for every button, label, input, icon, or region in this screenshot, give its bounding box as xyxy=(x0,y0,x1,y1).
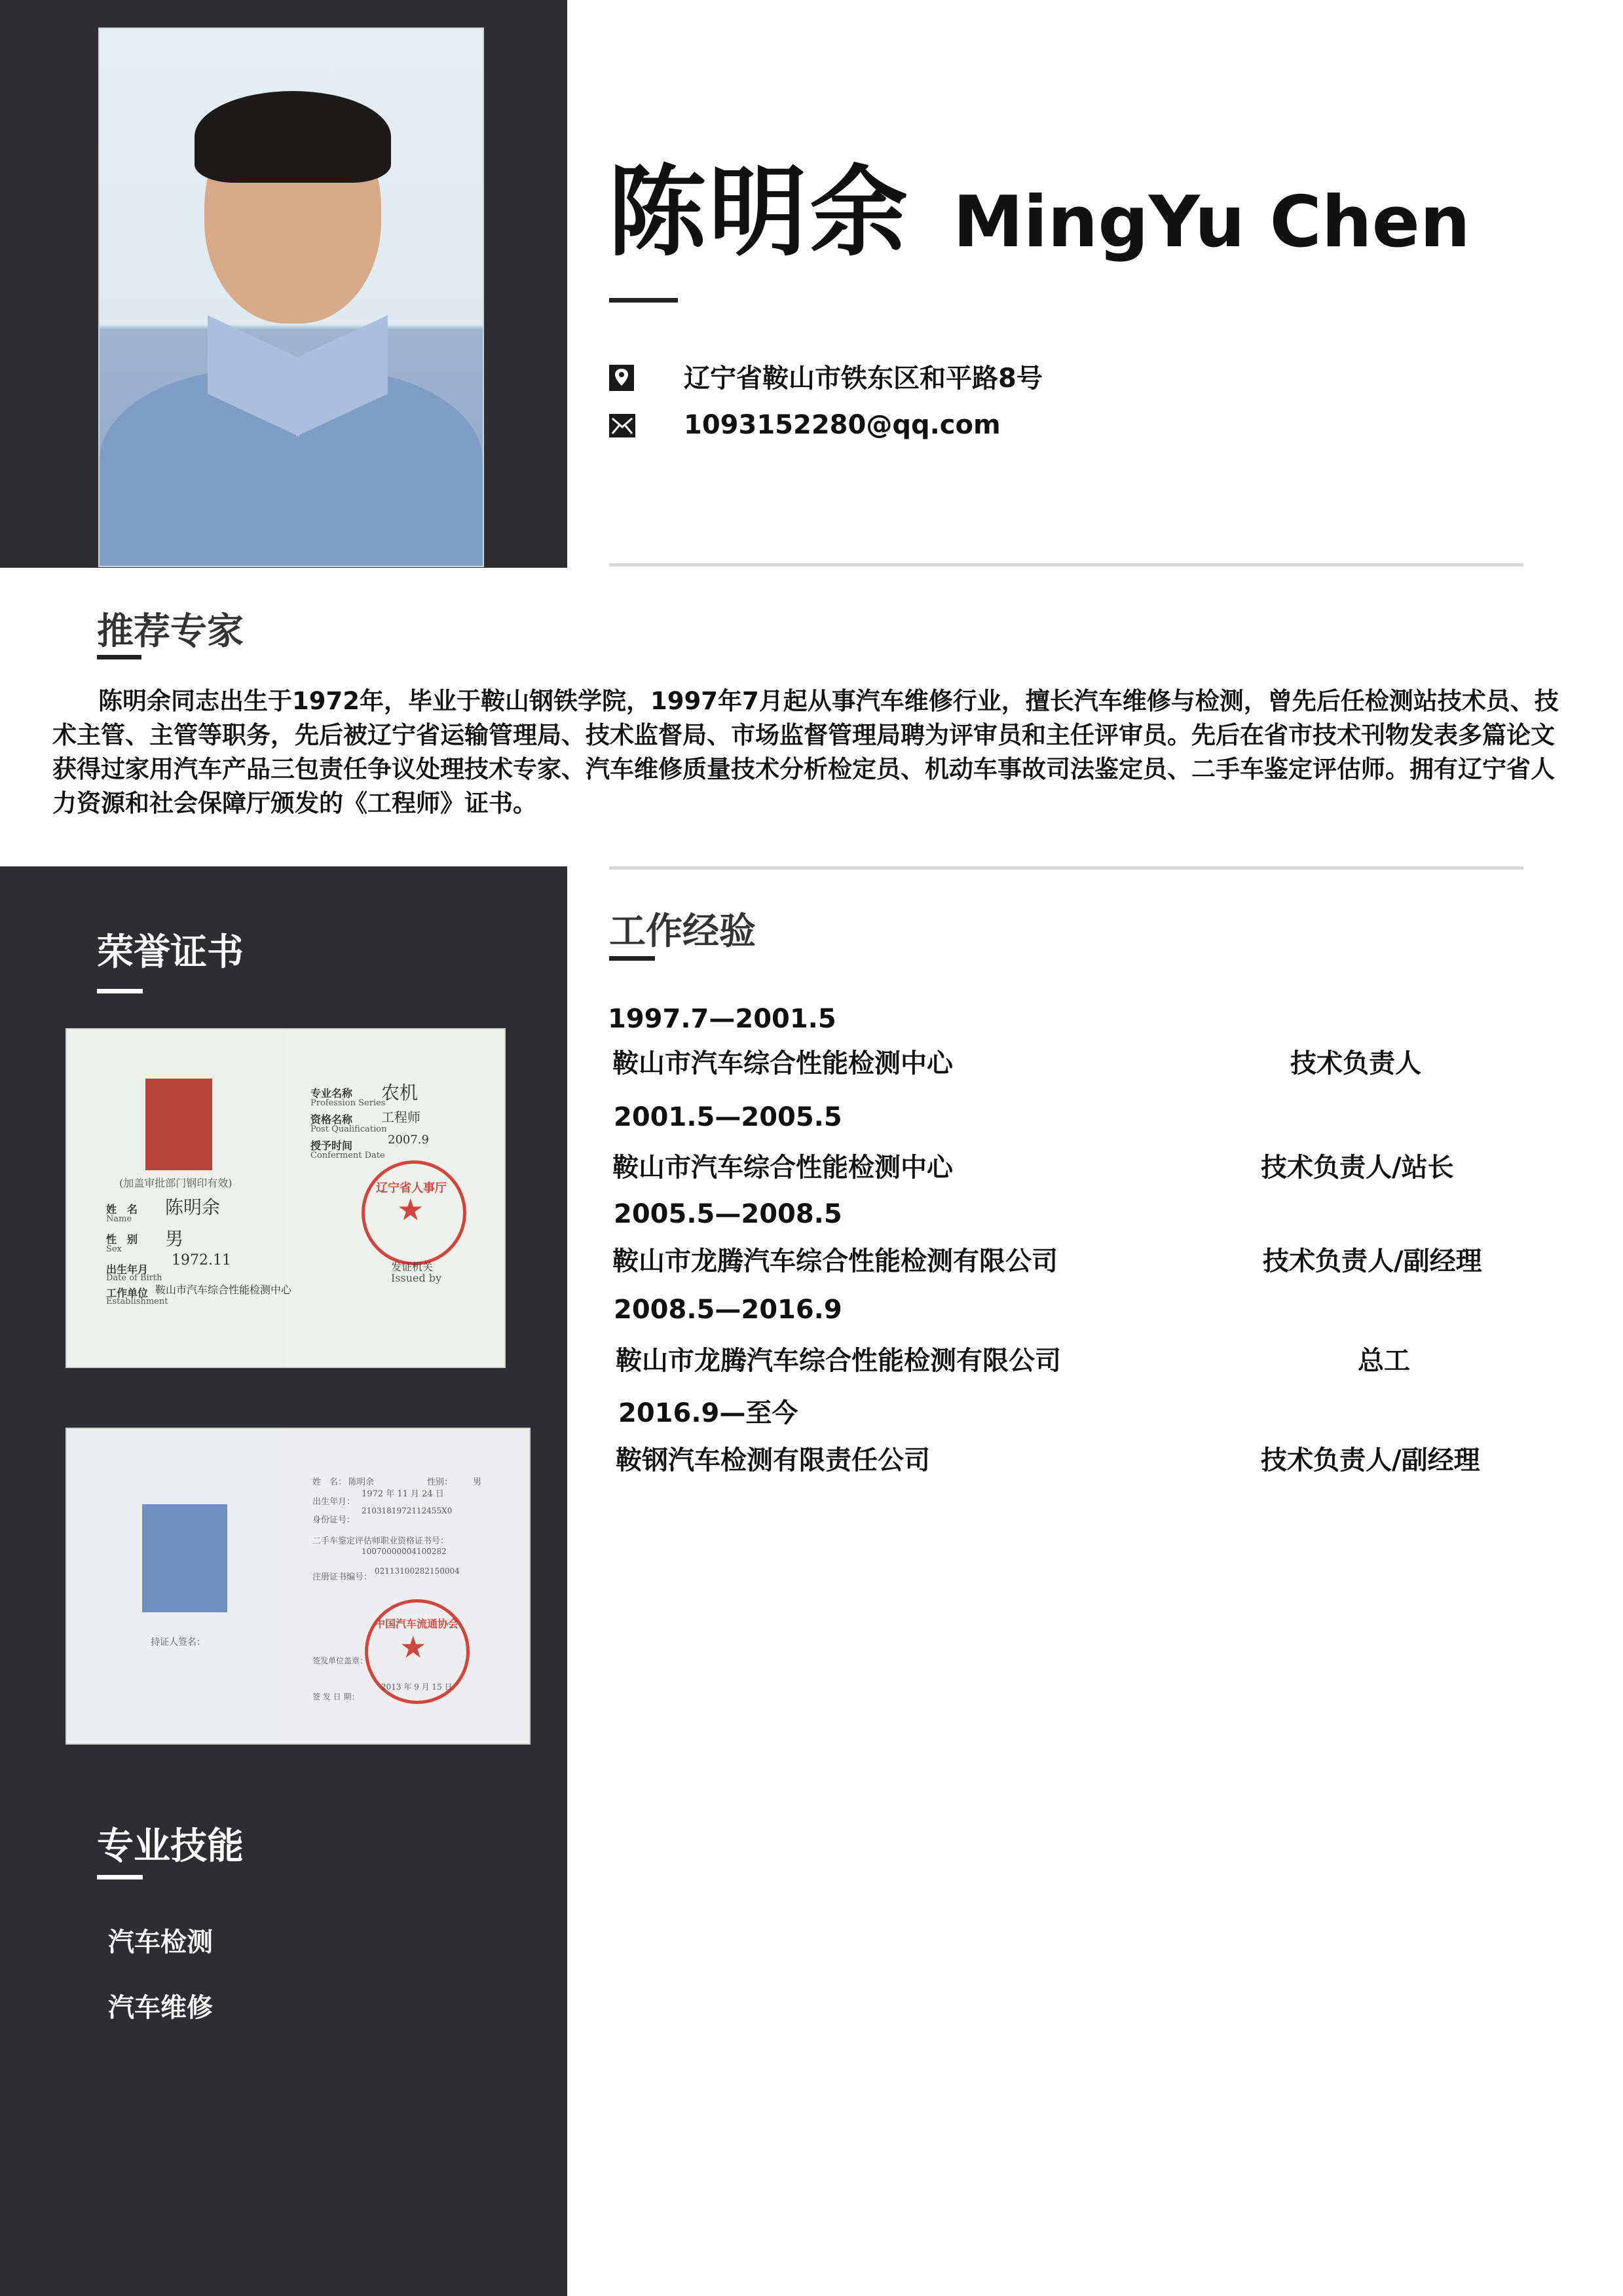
honors-title: 荣誉证书 xyxy=(97,931,244,974)
cert2-sex-value: 男 xyxy=(473,1477,482,1487)
work-4-date: 2008.5—2016.9 xyxy=(614,1295,842,1325)
cert2-cert-label: 二手车鉴定评估师职业资格证书号： xyxy=(312,1536,449,1546)
work-divider xyxy=(609,866,1523,870)
recommend-underline xyxy=(97,655,141,659)
work-2-date: 2001.5—2005.5 xyxy=(614,1102,842,1132)
cert1-name-value: 陈明余 xyxy=(165,1196,221,1218)
profile-photo xyxy=(98,28,484,567)
work-5-org: 鞍钢汽车检测有限责任公司 xyxy=(616,1445,930,1475)
cert1-name-label: 姓 名 xyxy=(106,1203,138,1215)
cert1-issued-cn: 发证机关 xyxy=(391,1261,434,1273)
cert2-sex-label: 性别： xyxy=(427,1477,453,1487)
name-chinese: 陈明余 xyxy=(608,156,911,270)
cert1-photo-note: (加盖审批部门钢印有效) xyxy=(119,1177,233,1189)
work-3-role: 技术负责人/副经理 xyxy=(1263,1246,1482,1276)
skill-item-2: 汽车维修 xyxy=(108,1993,213,2023)
cert2-seal-star: ★ xyxy=(400,1629,427,1665)
work-4-role: 总工 xyxy=(1358,1346,1410,1376)
cert1-work-value: 鞍山市汽车综合性能检测中心 xyxy=(155,1284,292,1296)
work-2-org: 鞍山市汽车综合性能检测中心 xyxy=(612,1153,953,1183)
cert1-birth-value: 1972.11 xyxy=(172,1252,231,1268)
cert1-qualification-en: Post Qualification xyxy=(310,1124,387,1134)
work-1-org: 鞍山市汽车综合性能检测中心 xyxy=(612,1048,953,1079)
cert1-sex-value: 男 xyxy=(165,1228,184,1250)
work-4-org: 鞍山市龙腾汽车综合性能检测有限公司 xyxy=(616,1346,1061,1376)
photo-hair xyxy=(195,91,391,183)
cert1-profession-value: 农机 xyxy=(381,1082,419,1103)
cert1-date-value: 2007.9 xyxy=(388,1133,429,1147)
address-text: 辽宁省鞍山市铁东区和平路8号 xyxy=(684,363,1043,394)
recommend-title: 推荐专家 xyxy=(97,610,244,653)
work-title: 工作经验 xyxy=(609,910,756,953)
work-underline xyxy=(609,956,655,961)
cert1-qualification-label: 资格名称 xyxy=(310,1113,353,1126)
cert1-birth-label: 出生年月 xyxy=(106,1263,149,1276)
work-3-date: 2005.5—2008.5 xyxy=(614,1199,842,1229)
engineer-certificate-image xyxy=(65,1028,506,1368)
work-2-role: 技术负责人/站长 xyxy=(1261,1153,1454,1183)
work-1-role: 技术负责人 xyxy=(1290,1048,1421,1079)
cert2-reg-label: 注册证书编号： xyxy=(312,1572,373,1582)
email-text: 1093152280@qq.com xyxy=(684,410,1001,440)
work-5-date: 2016.9—至今 xyxy=(618,1398,798,1428)
appraiser-certificate-image xyxy=(65,1428,531,1745)
cert1-birth-en: Date of Birth xyxy=(106,1273,162,1283)
cert1-work-label: 工作单位 xyxy=(106,1287,149,1299)
cert1-name-en: Name xyxy=(106,1214,132,1224)
skill-item-1: 汽车检测 xyxy=(108,1927,213,1957)
skills-title: 专业技能 xyxy=(97,1825,244,1868)
recommend-line-1: 陈明余同志出生于1972年，毕业于鞍山钢铁学院，1997年7月起从事汽车维修行业，擅长汽车维修与检测，曾先后任检测站技术员、技 xyxy=(98,687,1559,715)
work-5-role: 技术负责人/副经理 xyxy=(1261,1445,1480,1475)
header-divider xyxy=(609,563,1523,566)
recommend-line-4: 力资源和社会保障厅颁发的《工程师》证书。 xyxy=(52,789,537,817)
cert1-sex-en: Sex xyxy=(106,1244,122,1254)
cert2-id-label: 身份证号： xyxy=(312,1515,356,1525)
cert1-qualification-value: 工程师 xyxy=(381,1109,420,1125)
envelope-icon xyxy=(609,413,634,437)
cert2-name-value: 陈明余 xyxy=(348,1477,375,1487)
cert2-seal-text: 中国汽车流通协会 xyxy=(375,1618,459,1630)
cert1-seal-text: 辽宁省人事厅 xyxy=(376,1181,447,1195)
recommend-line-3: 获得过家用汽车产品三包责任争议处理技术专家、汽车维修质量技术分析检定员、机动车事故司法鉴定员、二手车鉴定评估师。拥有辽宁省人 xyxy=(52,755,1555,783)
location-pin-icon xyxy=(609,365,634,390)
cert1-date-en: Conferment Date xyxy=(310,1151,385,1160)
cert2-id-value: 2103181972112455X0 xyxy=(362,1506,453,1515)
name-underline xyxy=(609,298,678,303)
cert1-date-label: 授予时间 xyxy=(310,1139,353,1152)
cert1-seal-star: ★ xyxy=(397,1192,424,1227)
cert1-work-en: Establishment xyxy=(106,1297,168,1306)
recommend-line-2: 术主管、主管等职务，先后被辽宁省运输管理局、技术监督局、市场监督管理局聘为评审员和主任评审员。先后在省市技术刊物发表多篇论文 xyxy=(52,721,1555,749)
cert2-portrait xyxy=(142,1504,227,1612)
name-english: MingYu Chen xyxy=(953,181,1470,263)
cert2-birth-label: 出生年月： xyxy=(312,1497,356,1507)
cert1-sex-label: 性 别 xyxy=(106,1233,138,1246)
cert2-date-label: 签 发 日 期： xyxy=(312,1692,360,1701)
cert2-name-label: 姓 名： xyxy=(312,1477,347,1487)
cert2-birth-value: 1972 年 11 月 24 日 xyxy=(362,1489,444,1499)
skills-underline xyxy=(97,1875,143,1879)
cert2-reg-value: 02113100282150004 xyxy=(375,1566,460,1576)
cert2-sign-label: 持证人签名： xyxy=(151,1637,206,1648)
cert2-cert-value: 10070000004100282 xyxy=(362,1547,447,1556)
cert1-issued-en: Issued by xyxy=(391,1272,442,1284)
work-1-date: 1997.7—2001.5 xyxy=(608,1004,836,1034)
work-3-org: 鞍山市龙腾汽车综合性能检测有限公司 xyxy=(612,1246,1058,1276)
cert2-issuer-label: 签发单位盖章： xyxy=(312,1656,368,1665)
cert1-profession-en: Profession Series xyxy=(310,1098,386,1108)
cert2-seal-date: 2013 年 9 月 15 日 xyxy=(381,1682,453,1692)
cert1-profession-label: 专业名称 xyxy=(310,1087,353,1100)
cert1-portrait xyxy=(145,1079,212,1170)
honors-underline xyxy=(97,989,143,993)
